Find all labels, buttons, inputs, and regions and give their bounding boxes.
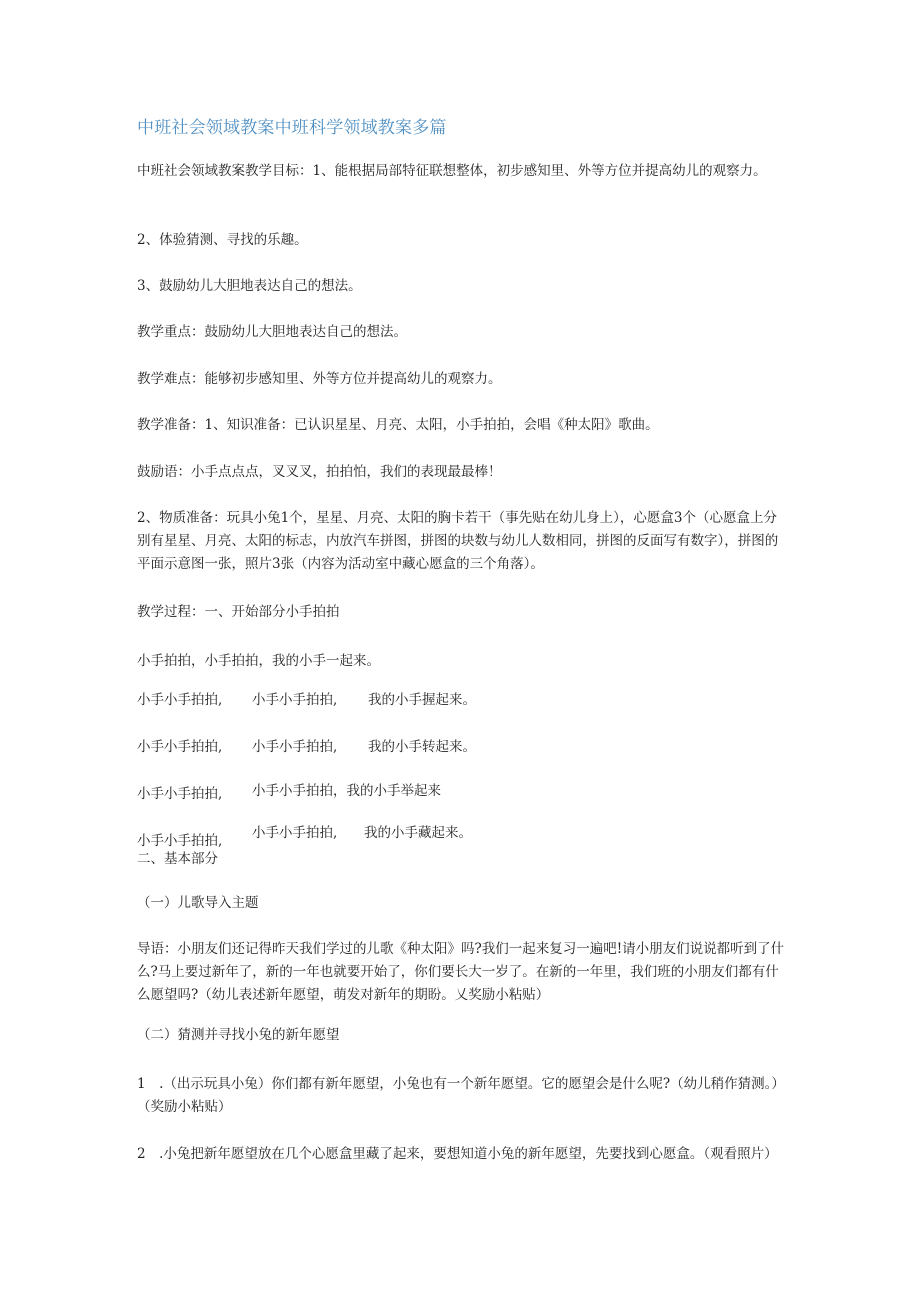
rhyme-line: 我的小手握起来。 [368, 692, 476, 708]
paragraph-goal: 中班社会领域教案教学目标：1、能根据局部特征联想整体，初步感知里、外等方位并提高幼儿的观察力。 [137, 163, 767, 179]
rhyme-line: 小手小手拍拍, [252, 692, 338, 708]
paragraph-guide: 导语：小朋友们还记得昨天我们学过的儿歌《种太阳》吗?我们一起来复习一遍吧!请小朋友们说说都听到了什么?马上要过新年了，新的一年也就要开始了，你们要长大一岁了。在新的一年里，我们班的小朋友们都有什么愿望吗?（幼儿表述新年愿望，萌发对新年的期盼。乂奖励小粘贴） [137, 941, 785, 1003]
section-heading-2: （二）猜测并寻找小兔的新年愿望 [137, 1027, 340, 1043]
paragraph-step-2: 2 .小兔把新年愿望放在几个心愿盒里藏了起来，要想知道小兔的新年愿望，先要找到心愿盒。（观看照片） [137, 1146, 778, 1162]
paragraph-goal-3: 3、鼓励幼儿大胆地表达自己的想法。 [137, 278, 362, 294]
rhyme-line: 小手小手拍拍, [137, 692, 223, 708]
paragraph-key-point: 教学重点：鼓励幼儿大胆地表达自己的想法。 [137, 324, 407, 340]
section-heading-basic: 二、基本部分 [137, 851, 218, 867]
rhyme-line: 我的小手转起来。 [368, 739, 476, 755]
paragraph-preparation-1: 教学准备：1、知识准备：已认识星星、月亮、太阳，小手拍拍，会唱《种太阳》歌曲。 [137, 417, 659, 433]
rhyme-intro: 小手拍拍，小手拍拍，我的小手一起来。 [137, 653, 380, 669]
rhyme-line: 我的小手藏起来。 [364, 825, 472, 841]
paragraph-preparation-2: 2、物质准备：玩具小兔1个，星星、月亮、太阳的胸卡若干（事先贴在幼儿身上），心愿盒3个（心愿盒上分别有星星、月亮、太阳的标志，内放汽车拼图，拼图的块数与幼儿人数相同，拼图的反面写有数字），拼图的平面示意图一张，照片3张（内容为活动室中藏心愿盒的三个角落）。 [137, 510, 779, 572]
rhyme-line: 小手小手拍拍, [252, 825, 338, 841]
section-heading-1: （一）儿歌导入主题 [137, 895, 259, 911]
paragraph-step-1: 1 .（出示玩具小兔）你们都有新年愿望，小兔也有一个新年愿望。它的愿望会是什么呢?（幼儿稍作猜测。）（奖励小粘贴） [137, 1076, 785, 1115]
paragraph-encouragement: 鼓励语：小手点点点，叉叉叉，拍拍怕，我们的表现最最棒！ [137, 464, 502, 480]
rhyme-line: 小手小手拍拍, [137, 833, 223, 849]
paragraph-process: 教学过程：一、开始部分小手拍拍 [137, 604, 340, 620]
rhyme-line: 小手小手拍拍，我的小手举起来 [252, 783, 441, 799]
paragraph-difficulty: 教学难点：能够初步感知里、外等方位并提高幼儿的观察力。 [137, 371, 502, 387]
document-title: 中班社会领域教案中班科学领域教案多篇 [137, 118, 447, 138]
rhyme-line: 小手小手拍拍, [137, 739, 223, 755]
rhyme-line: 小手小手拍拍, [137, 786, 223, 802]
rhyme-line: 小手小手拍拍, [252, 739, 338, 755]
paragraph-goal-2: 2、体验猜测、寻找的乐趣。 [137, 232, 308, 248]
